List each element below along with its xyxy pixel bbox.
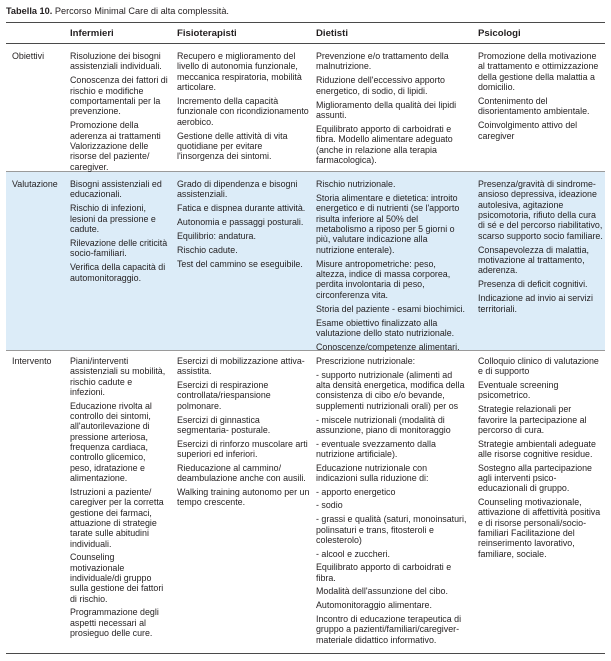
row-label-valutazione: Valutazione bbox=[12, 179, 58, 189]
column-header-psicologi: Psicologi bbox=[478, 28, 521, 39]
cell-paragraph: - miscele nutrizionali (modalità di assunzione, piano di monitoraggio bbox=[316, 414, 451, 435]
cell-valutazione-infermieri bbox=[70, 179, 168, 286]
cell-paragraph: Riduzione dell'eccessivo apporto energetico, di sodio, di lipidi. bbox=[316, 75, 445, 96]
row-separator-2 bbox=[6, 350, 605, 351]
cell-intervento-dietisti bbox=[316, 356, 468, 648]
cell-paragraph: Consapevolezza di malattia, motivazione al trattamento, aderenza. bbox=[478, 244, 589, 276]
cell-paragraph: Indicazione ad invio ai servizi territoriali. bbox=[478, 293, 593, 314]
cell-paragraph: Prevenzione e/o trattamento della malnutrizione. bbox=[316, 51, 449, 72]
cell-paragraph: Recupero e miglioramento del livello di autonomia funzionale, meccanica respiratoria, mobilità articolare. bbox=[177, 51, 302, 93]
cell-paragraph: Presenza di deficit cognitivi. bbox=[478, 279, 588, 290]
cell-valutazione-fisioterapisti bbox=[177, 179, 310, 273]
cell-paragraph: Incontro di educazione terapeutica di gruppo a pazienti/familiari/caregiver- materiale didattico informativo. bbox=[316, 613, 462, 645]
cell-paragraph: Contenimento del disorientamento ambientale. bbox=[478, 95, 590, 117]
cell-paragraph: Rischio nutrizionale. bbox=[316, 179, 396, 189]
cell-paragraph: Automonitoraggio alimentare. bbox=[316, 600, 432, 611]
cell-paragraph: Esercizi di ginnastica segmentaria- posturale. bbox=[177, 414, 271, 435]
cell-paragraph: Educazione nutrizionale con indicazioni sulla riduzione di: bbox=[316, 462, 429, 483]
cell-paragraph: Equilibrato apporto di carboidrati e fibra. bbox=[316, 562, 452, 583]
cell-paragraph: Educazione rivolta al controllo dei sintomi, all'autorilevazione di pressione arteriosa, frequenza cardiaca, controllo glicemico, peso, idratazione e alimentazione. bbox=[70, 400, 152, 484]
cell-paragraph: Rieducazione al cammino/ deambulazione anche con ausili. bbox=[177, 462, 306, 483]
cell-paragraph: Fatica e dispnea durante attività. bbox=[177, 203, 306, 214]
cell-paragraph: - apporto energetico bbox=[316, 486, 396, 497]
cell-valutazione-dietisti bbox=[316, 179, 468, 356]
row-label-obiettivi: Obiettivi bbox=[12, 51, 45, 61]
cell-paragraph: Colloquio clinico di valutazione e di supporto bbox=[478, 356, 599, 377]
cell-obiettivi-fisioterapisti bbox=[177, 51, 310, 165]
table-number: Tabella 10. bbox=[6, 6, 53, 16]
cell-paragraph: Esercizi di rinforzo muscolare arti superiori ed inferiori. bbox=[177, 438, 308, 459]
cell-intervento-fisioterapisti bbox=[177, 356, 310, 511]
cell-paragraph: Conoscenze/competenze alimentari. bbox=[316, 341, 460, 352]
cell-paragraph: Incremento della capacità funzionale con ricondizionamento aerobico. bbox=[177, 95, 309, 127]
cell-paragraph: Miglioramento della qualità dei lipidi assunti. bbox=[316, 99, 457, 120]
cell-paragraph: Eventuale screening psicometrico. bbox=[478, 380, 559, 401]
cell-paragraph: Misure antropometriche: peso, altezza, indice di massa corporea, perdita involontaria di peso, circonferenza vita. bbox=[316, 258, 451, 300]
cell-paragraph: Equilibrio: andatura. bbox=[177, 231, 256, 242]
cell-paragraph: Esercizi di respirazione controllata/riespansione polmonare. bbox=[177, 380, 271, 411]
cell-intervento-psicologi bbox=[478, 356, 603, 563]
cell-obiettivi-psicologi bbox=[478, 51, 603, 145]
cell-paragraph: - sodio bbox=[316, 500, 343, 511]
cell-paragraph: Grado di dipendenza e bisogni assistenziali. bbox=[177, 179, 298, 200]
cell-paragraph: Gestione delle attività di vita quotidiane per evitare l'insorgenza dei sintomi. bbox=[177, 130, 288, 162]
cell-paragraph: Promozione della aderenza ai trattamenti Valorizzazione delle risorse del paziente/ caregiver. bbox=[70, 120, 161, 172]
table-title: Percorso Minimal Care di alta complessità. bbox=[54, 6, 229, 16]
cell-paragraph: Prescrizione nutrizionale: bbox=[316, 356, 416, 366]
cell-paragraph: Esame obiettivo finalizzato alla valutazione dello stato nutrizionale. bbox=[316, 317, 455, 338]
cell-paragraph: - grassi e qualità (saturi, monoinsaturi, polinsaturi e trans, fitosteroli e colesterolo) bbox=[316, 514, 467, 545]
cell-paragraph: Esercizi di mobilizzazione attiva-assistita. bbox=[177, 356, 305, 377]
cell-paragraph: Piani/interventi assistenziali su mobilità, rischio cadute e infezioni. bbox=[70, 356, 166, 398]
cell-paragraph: Autonomia e passaggi posturali. bbox=[177, 217, 304, 228]
cell-paragraph: Coinvolgimento attivo del caregiver bbox=[478, 120, 578, 141]
column-header-infermieri: Infermieri bbox=[70, 28, 114, 39]
cell-paragraph: Counseling motivazionale, attivazione di affettività positiva e di risorse personali/socio-familiari Facilitazione del reinserimento lavorativo, familiare, sociale. bbox=[478, 497, 601, 559]
cell-paragraph: Risoluzione dei bisogni assistenziali individuali. bbox=[70, 51, 162, 72]
cell-obiettivi-infermieri bbox=[70, 51, 168, 176]
header-rule bbox=[6, 43, 605, 44]
cell-paragraph: Programmazione degli aspetti necessari al prosieguo delle cure. bbox=[70, 607, 159, 639]
cell-paragraph: Bisogni assistenziali ed educazionali. bbox=[70, 179, 162, 200]
cell-paragraph: Presenza/gravità di sindrome-ansioso depressiva, ideazione autolesiva, agitazione psicomotoria, rifiuto della cura di sé e del percorso riabilitativo, scarso supporto socio familiare. bbox=[478, 179, 603, 241]
cell-paragraph: Storia del paziente - esami biochimici. bbox=[316, 303, 465, 314]
column-header-fisioterapisti: Fisioterapisti bbox=[177, 28, 237, 39]
cell-paragraph: - supporto nutrizionale (alimenti ad alta densità energetica, modifica della consistenza di cibo e/o bevande, supplementi nutrizionali orali) per os bbox=[316, 369, 465, 411]
cell-paragraph: Promozione della motivazione al trattamento e ottimizzazione della gestione della malattia a domicilio. bbox=[478, 51, 599, 93]
cell-paragraph: Strategie relazionali per favorire la partecipazione al percorso di cura. bbox=[478, 404, 587, 435]
table-caption bbox=[6, 6, 229, 17]
cell-paragraph: Modalità dell'assunzione del cibo. bbox=[316, 586, 448, 597]
cell-paragraph: Counseling motivazionale individuale/di gruppo sulla gestione dei fattori di rischio. bbox=[70, 552, 164, 604]
cell-paragraph: Rischio di infezioni, lesioni da pressione e cadute. bbox=[70, 203, 156, 234]
cell-valutazione-psicologi bbox=[478, 179, 603, 318]
cell-paragraph: - alcool e zuccheri. bbox=[316, 548, 390, 559]
cell-paragraph: Test del cammino se eseguibile. bbox=[177, 259, 303, 270]
cell-obiettivi-dietisti bbox=[316, 51, 468, 169]
cell-paragraph: Rilevazione delle criticità socio-familiari. bbox=[70, 237, 168, 259]
cell-paragraph: Rischio cadute. bbox=[177, 245, 238, 256]
cell-paragraph: - eventuale svezzamento dalla nutrizione artificiale). bbox=[316, 438, 436, 459]
cell-paragraph: Sostegno alla partecipazione agli interventi psico-educazionali di gruppo. bbox=[478, 462, 592, 494]
cell-intervento-infermieri bbox=[70, 356, 168, 642]
cell-paragraph: Conoscenza dei fattori di rischio e modifiche comportamentali per la prevenzione. bbox=[70, 75, 168, 117]
cell-paragraph: Istruzioni a paziente/ caregiver per la corretta gestione dei farmaci, attuazione di strategie tarate sulle abitudini individuali. bbox=[70, 486, 164, 549]
cell-paragraph: Verifica della capacità di automonitoraggio. bbox=[70, 262, 166, 283]
column-header-dietisti: Dietisti bbox=[316, 28, 348, 39]
cell-paragraph: Equilibrato apporto di carboidrati e fibra. Modello alimentare adeguato (anche in relazione alla terapia farmacologica). bbox=[316, 123, 453, 165]
cell-paragraph: Walking training autonomo per un tempo crescente. bbox=[177, 486, 310, 508]
cell-paragraph: Storia alimentare e dietetica: introito energetico e di nutrienti (se l'apporto risulta inferiore al 50% del metabolismo a riposo per 5 giorni o più, valutare indicazione alla nutrizione enterale). bbox=[316, 192, 460, 255]
cell-paragraph: Strategie ambientali adeguate alle risorse cognitive residue. bbox=[478, 438, 596, 459]
bottom-rule bbox=[6, 653, 605, 654]
top-rule bbox=[6, 22, 605, 23]
row-label-intervento: Intervento bbox=[12, 356, 52, 366]
